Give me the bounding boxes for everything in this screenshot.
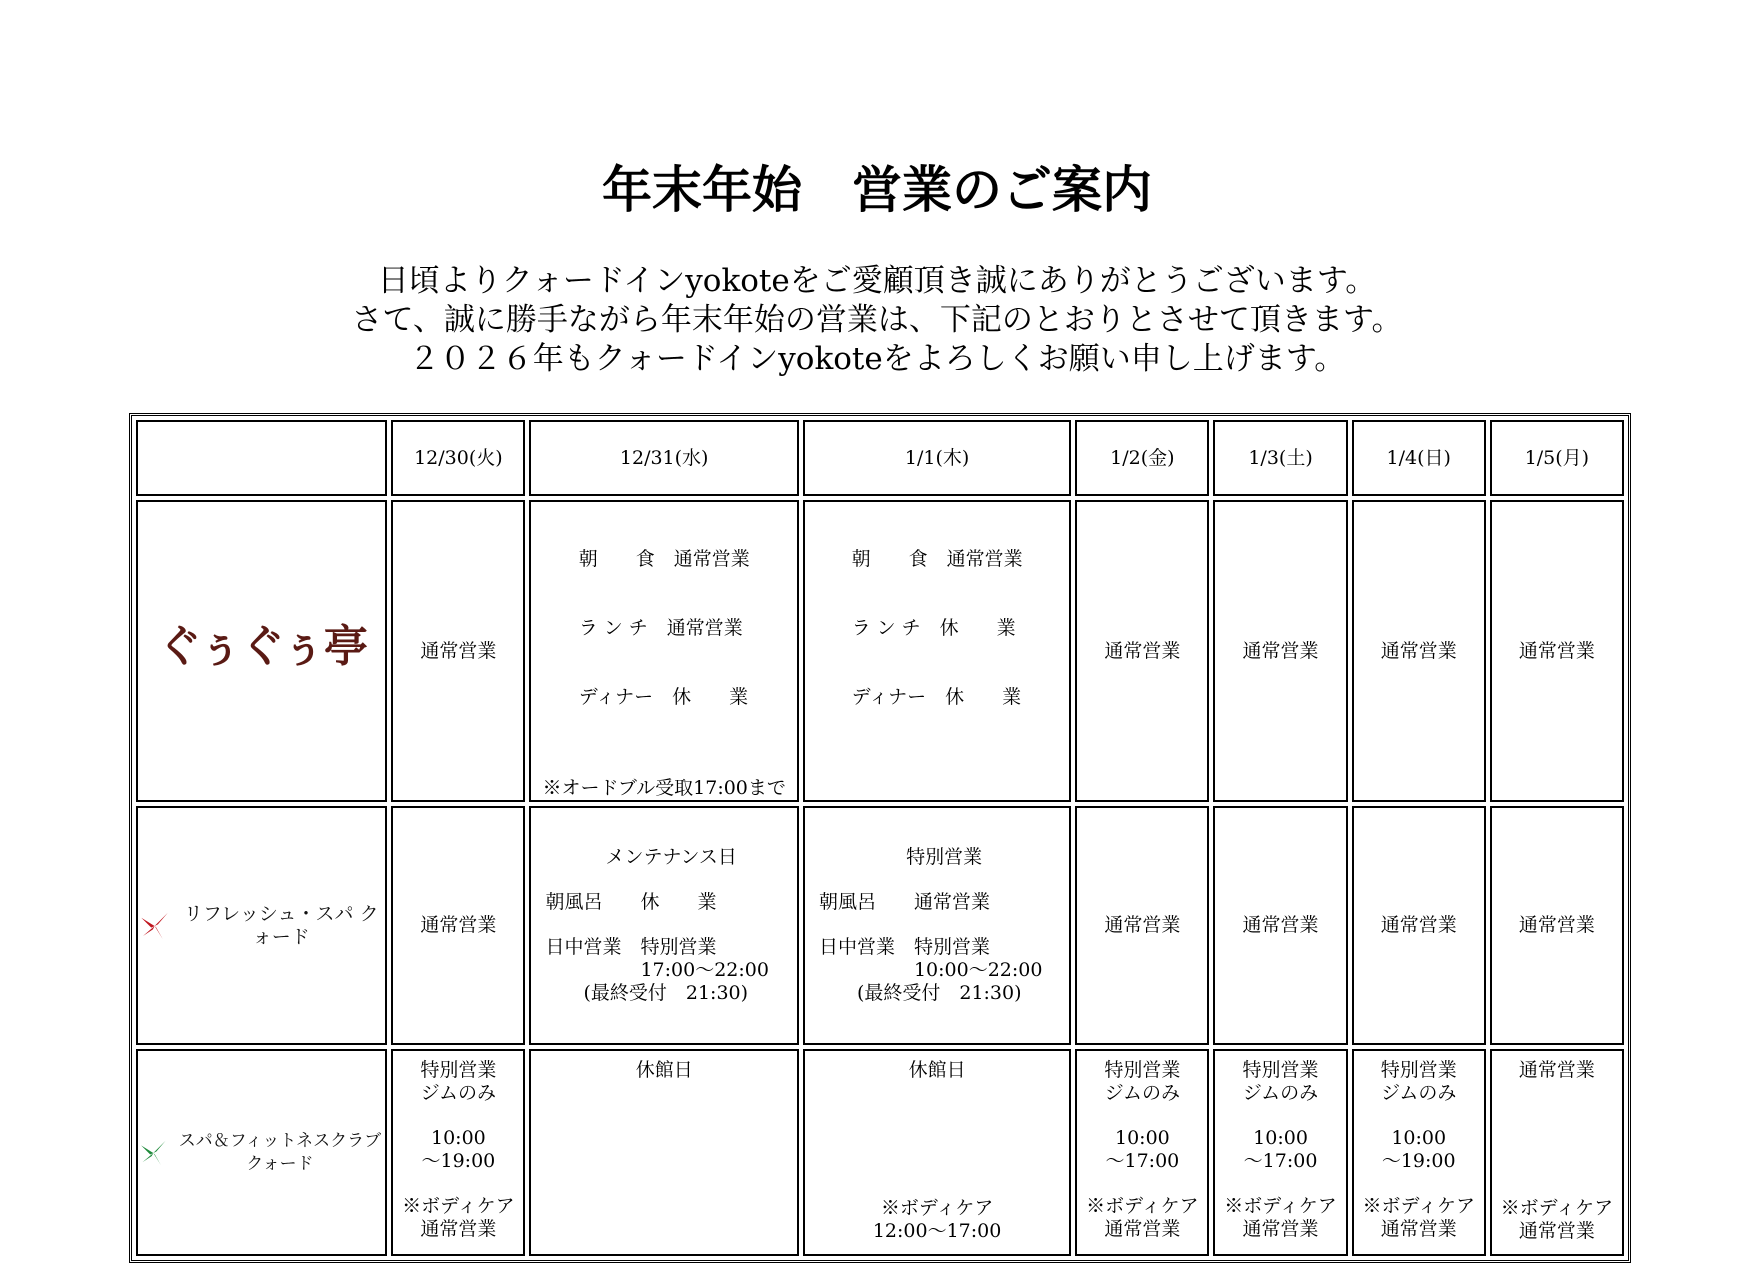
cell-heading: 特別営業 bbox=[906, 846, 983, 868]
cell-line: ～17:00 bbox=[1105, 1150, 1180, 1172]
schedule-cell bbox=[391, 1049, 525, 1256]
schedule-cell bbox=[1352, 1049, 1486, 1256]
fitness-leaf-icon bbox=[138, 1133, 169, 1173]
cell-line: ※ボディケア bbox=[1500, 1197, 1614, 1219]
cell-line: 朝風呂 休 業 bbox=[545, 891, 717, 913]
date-header: 1/5(月) bbox=[1490, 420, 1624, 496]
cell-line: ラ ン チ 通常営業 bbox=[578, 617, 743, 639]
spa-leaf-icon bbox=[138, 906, 171, 946]
schedule-cell bbox=[1075, 1049, 1209, 1256]
cell-line: ※ボディケア bbox=[1086, 1195, 1199, 1217]
date-header: 12/30(火) bbox=[391, 420, 525, 496]
schedule-cell bbox=[803, 500, 1071, 802]
fitness-logo: スパ＆フィットネスクラブ クォード bbox=[138, 1130, 385, 1176]
cell-heading: メンテナンス日 bbox=[605, 846, 737, 868]
schedule-cell bbox=[529, 500, 798, 802]
cell-line: ～19:00 bbox=[421, 1150, 496, 1172]
schedule-cell bbox=[1213, 1049, 1347, 1256]
cell-line: 10:00 bbox=[1253, 1127, 1308, 1149]
schedule-cell: 通常営業 bbox=[1352, 500, 1486, 802]
intro-line: ２０２６年もクォードインyokoteをよろしくお願い申し上げます。 bbox=[408, 341, 1346, 377]
cell-line: ディナー 休 業 bbox=[578, 686, 749, 708]
schedule-cell bbox=[529, 806, 798, 1045]
cell-line: 10:00 bbox=[430, 1127, 486, 1149]
cell-line: 17:00～22:00 bbox=[545, 959, 769, 981]
cell-line: 10:00 bbox=[1114, 1127, 1170, 1149]
date-header: 1/2(金) bbox=[1075, 420, 1209, 496]
cell-line: ～17:00 bbox=[1243, 1150, 1318, 1172]
spa-logo: リフレッシュ・スパ クォード bbox=[138, 903, 385, 949]
schedule-cell: 通常営業 bbox=[1490, 500, 1624, 802]
cell-line: 通常営業 bbox=[1518, 1059, 1595, 1081]
cell-line: 日中営業 特別営業 bbox=[818, 936, 990, 958]
cell-line: 通常営業 bbox=[1380, 1218, 1457, 1240]
schedule-cell bbox=[1490, 1049, 1624, 1256]
logo-cell bbox=[136, 500, 387, 802]
cell-line: 特別営業 bbox=[1380, 1059, 1457, 1081]
cell-line: 朝風呂 通常営業 bbox=[818, 891, 990, 913]
schedule-cell: 通常営業 bbox=[1213, 806, 1347, 1045]
schedule-cell: 通常営業 bbox=[391, 806, 525, 1045]
page-title: 年末年始 営業のご案内 bbox=[602, 161, 1152, 219]
intro-text bbox=[0, 262, 1754, 379]
date-header: 1/4(日) bbox=[1352, 420, 1486, 496]
cell-line: 特別営業 bbox=[1242, 1059, 1319, 1081]
schedule-cell: 通常営業 bbox=[1352, 806, 1486, 1045]
cell-line: ※ボディケア bbox=[880, 1197, 994, 1219]
table-row bbox=[136, 806, 1624, 1045]
cell-line: ※ボディケア bbox=[402, 1195, 515, 1217]
cell-line: ジムのみ bbox=[420, 1082, 496, 1104]
corner-cell bbox=[136, 420, 387, 496]
cell-line: 12:00～17:00 bbox=[872, 1220, 1002, 1242]
cell-line: ラ ン チ 休 業 bbox=[851, 617, 1016, 639]
cell-line: 10:00 bbox=[1391, 1127, 1447, 1149]
restaurant-logo: ぐぅぐぅ亭 bbox=[157, 621, 366, 672]
cell-line: ※ボディケア bbox=[1362, 1195, 1475, 1217]
intro-line: さて、誠に勝手ながら年末年始の営業は、下記のとおりとさせて頂きます。 bbox=[351, 302, 1403, 338]
schedule-cell bbox=[803, 1049, 1071, 1256]
schedule-cell: 通常営業 bbox=[1075, 500, 1209, 802]
cell-line: 休館日 bbox=[908, 1059, 966, 1081]
cell-line: ジムのみ bbox=[1381, 1082, 1457, 1104]
cell-line: ジムのみ bbox=[1104, 1082, 1180, 1104]
cell-line: 通常営業 bbox=[1518, 1220, 1595, 1242]
cell-line: ジムのみ bbox=[1242, 1082, 1319, 1104]
table-row bbox=[136, 500, 1624, 802]
logo-cell bbox=[136, 806, 387, 1045]
cell-line: 通常営業 bbox=[1104, 1218, 1181, 1240]
cell-line: 朝 食 通常営業 bbox=[578, 548, 750, 570]
schedule-cell: 通常営業 bbox=[1490, 806, 1624, 1045]
intro-line: 日頃よりクォードインyokoteをご愛顧頂き誠にありがとうございます。 bbox=[377, 263, 1377, 299]
table-row bbox=[136, 1049, 1624, 1256]
cell-line: 通常営業 bbox=[420, 1218, 497, 1240]
schedule-cell bbox=[803, 806, 1071, 1045]
schedule-cell: 通常営業 bbox=[1213, 500, 1347, 802]
schedule-table bbox=[129, 413, 1631, 1263]
cell-line: 朝 食 通常営業 bbox=[851, 548, 1023, 570]
cell-line: 特別営業 bbox=[1104, 1059, 1181, 1081]
schedule-cell bbox=[529, 1049, 798, 1256]
date-header: 1/3(土) bbox=[1213, 420, 1347, 496]
cell-line: 特別営業 bbox=[420, 1059, 497, 1081]
cell-line: 通常営業 bbox=[1242, 1218, 1319, 1240]
cell-note: ※オードブル受取17:00まで bbox=[542, 777, 786, 799]
date-header: 1/1(木) bbox=[803, 420, 1071, 496]
schedule-cell: 通常営業 bbox=[1075, 806, 1209, 1045]
cell-line: ～19:00 bbox=[1381, 1150, 1456, 1172]
date-header: 12/31(水) bbox=[529, 420, 798, 496]
logo-cell bbox=[136, 1049, 387, 1256]
cell-line: ディナー 休 業 bbox=[851, 686, 1022, 708]
cell-line: 10:00～22:00 bbox=[818, 959, 1043, 981]
cell-line: 日中営業 特別営業 bbox=[545, 936, 717, 958]
cell-line: (最終受付 21:30) bbox=[818, 982, 1022, 1004]
cell-line: ※ボディケア bbox=[1224, 1195, 1337, 1217]
cell-line: (最終受付 21:30) bbox=[545, 982, 749, 1004]
cell-line: 休館日 bbox=[635, 1059, 693, 1081]
header-row bbox=[136, 420, 1624, 496]
schedule-cell: 通常営業 bbox=[391, 500, 525, 802]
